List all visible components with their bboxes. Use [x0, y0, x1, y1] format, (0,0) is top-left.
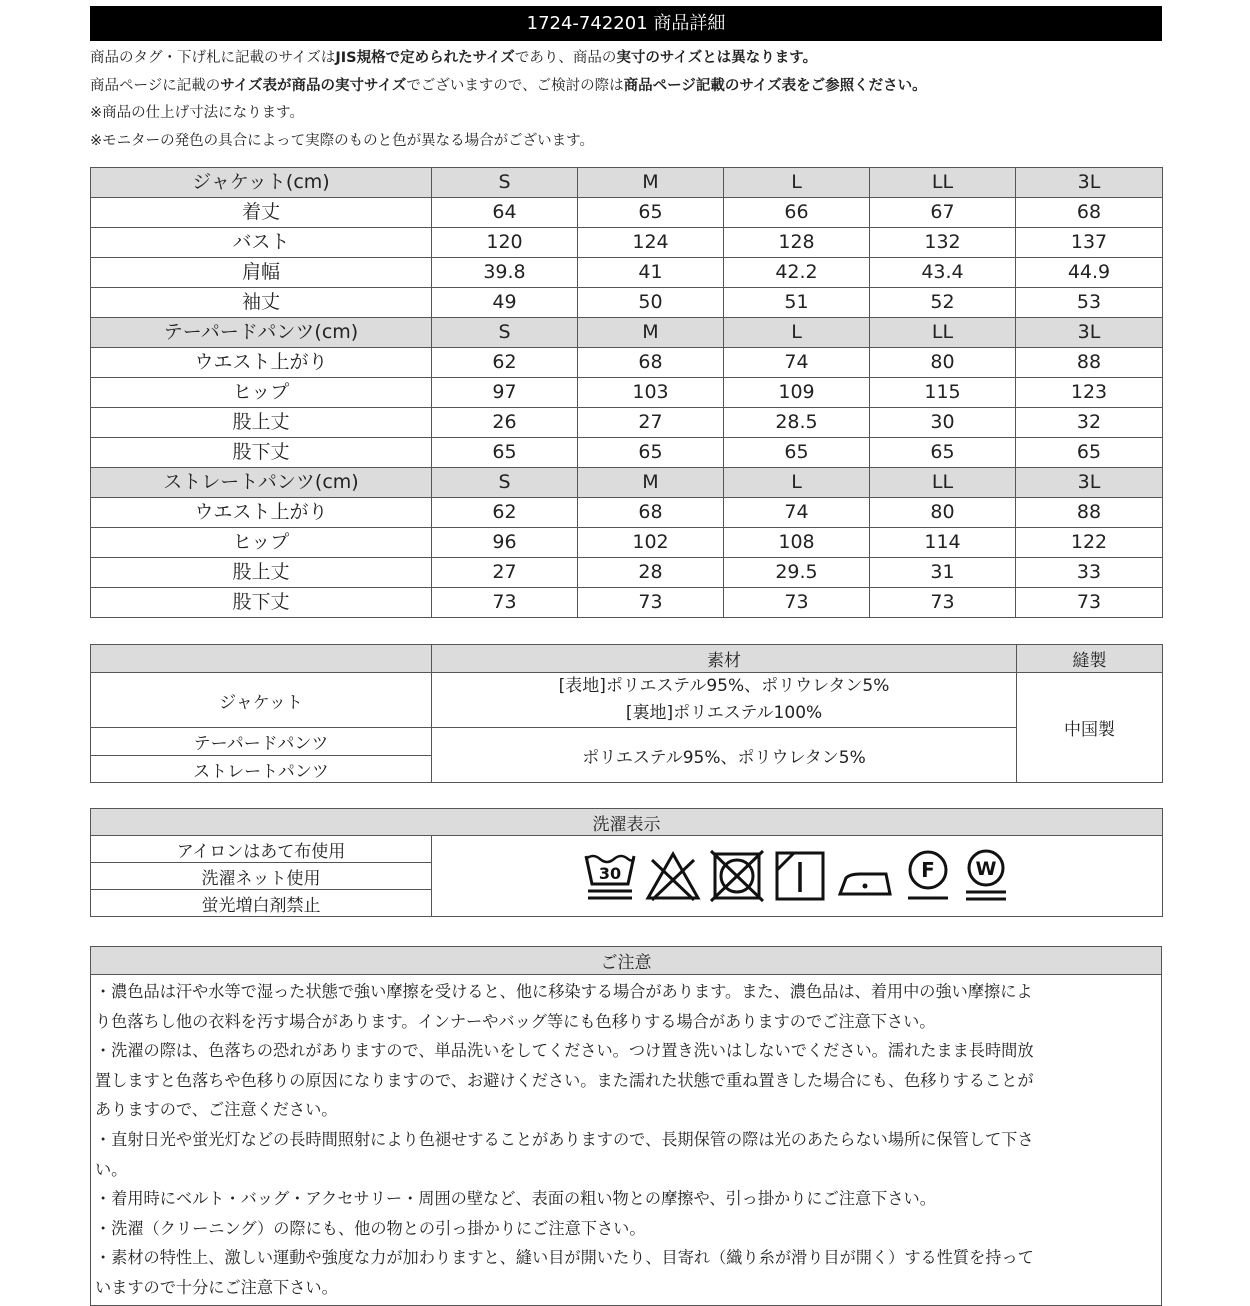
measurement-value: 31 — [870, 558, 1016, 588]
size-column-header: L — [724, 468, 870, 498]
caution-line: り色落ちし他の衣料を汚す場合があります。インナーやバッグ等にも色移りする場合がありますのでご注意下さい。 — [95, 1011, 936, 1031]
note-emphasis: JIS規格で定められたサイズ — [335, 50, 515, 66]
measurement-value: 132 — [870, 228, 1016, 258]
note-text: 商品のタグ・下げ札に記載のサイズは — [90, 50, 336, 66]
measurement-value: 109 — [724, 378, 870, 408]
size-column-header: 3L — [1016, 468, 1163, 498]
table-row — [91, 288, 1163, 318]
size-column-header: S — [432, 168, 578, 198]
note-line — [90, 100, 1162, 128]
made-in: 中国製 — [1017, 673, 1163, 783]
tapered-pants-label: テーパードパンツ — [91, 728, 432, 756]
measurement-value: 123 — [1016, 378, 1163, 408]
note-emphasis: 実寸のサイズとは異なります。 — [616, 50, 818, 66]
table-row — [91, 558, 1163, 588]
jacket-label: ジャケット — [91, 673, 432, 728]
note-line — [90, 45, 1162, 73]
product-detail-sheet — [90, 6, 1162, 1297]
measurement-value: 97 — [432, 378, 578, 408]
measurement-value: 27 — [578, 408, 724, 438]
measurement-value: 65 — [870, 438, 1016, 468]
table-row — [91, 258, 1163, 288]
measurement-value: 80 — [870, 348, 1016, 378]
measurement-label: ヒップ — [91, 378, 432, 408]
measurement-value: 28 — [578, 558, 724, 588]
measurement-value: 108 — [724, 528, 870, 558]
washing-item: 洗濯ネット使用 — [91, 863, 432, 890]
wash-temp-text: 30 — [598, 864, 622, 883]
size-column-header: M — [578, 468, 724, 498]
note-text: ※モニターの発色の具合によって実際のものと色が異なる場合がございます。 — [90, 132, 594, 149]
size-group-header: ジャケット(cm) — [91, 168, 432, 198]
measurement-value: 102 — [578, 528, 724, 558]
table-row — [91, 228, 1163, 258]
wet-clean-letter: W — [975, 858, 997, 880]
measurement-value: 62 — [432, 498, 578, 528]
caution-line: い。 — [95, 1159, 128, 1179]
washing-header: 洗濯表示 — [91, 809, 1163, 836]
iron-low-icon — [834, 848, 896, 904]
material-header: 素材 — [432, 645, 1017, 673]
caution-table — [90, 946, 1162, 1306]
measurement-label: 股上丈 — [91, 408, 432, 438]
measurement-value: 53 — [1016, 288, 1163, 318]
note-text: 商品ページに記載の — [90, 77, 221, 94]
measurement-value: 137 — [1016, 228, 1163, 258]
note-line — [90, 128, 1162, 156]
size-column-header: LL — [870, 318, 1016, 348]
no-bleach-icon — [644, 848, 702, 904]
table-row — [91, 378, 1163, 408]
measurement-value: 68 — [1016, 198, 1163, 228]
size-column-header: LL — [870, 168, 1016, 198]
measurement-value: 73 — [724, 588, 870, 618]
size-column-header: 3L — [1016, 168, 1163, 198]
measurement-label: ウエスト上がり — [91, 348, 432, 378]
size-column-header: 3L — [1016, 318, 1163, 348]
caution-line: ・着用時にベルト・バッグ・アクセサリー・周囲の壁など、表面の粗い物との摩擦や、引っ掛かりにご注意下さい。 — [95, 1189, 936, 1209]
measurement-value: 73 — [432, 588, 578, 618]
measurement-label: バスト — [91, 228, 432, 258]
measurement-value: 43.4 — [870, 258, 1016, 288]
measurement-value: 67 — [870, 198, 1016, 228]
measurement-label: 股下丈 — [91, 438, 432, 468]
measurement-value: 51 — [724, 288, 870, 318]
measurement-value: 39.8 — [432, 258, 578, 288]
measurement-value: 49 — [432, 288, 578, 318]
measurement-label: 股下丈 — [91, 588, 432, 618]
jacket-lining-material: [裏地]ポリエステル100% — [432, 699, 1017, 727]
measurement-value: 68 — [578, 498, 724, 528]
size-column-header: M — [578, 318, 724, 348]
measurement-value: 42.2 — [724, 258, 870, 288]
material-table — [90, 644, 1163, 783]
measurement-value: 128 — [724, 228, 870, 258]
measurement-value: 65 — [578, 438, 724, 468]
wash-30-gentle-icon — [582, 848, 638, 904]
measurement-value: 41 — [578, 258, 724, 288]
jacket-outer-material: [表地]ポリエステル95%、ポリウレタン5% — [432, 673, 1017, 700]
note-text: であり、商品の — [514, 50, 617, 66]
measurement-value: 65 — [1016, 438, 1163, 468]
caution-line: いますので十分にご注意下さい。 — [95, 1277, 338, 1297]
measurement-value: 64 — [432, 198, 578, 228]
note-emphasis: サイズ表が商品の実寸サイズ — [220, 77, 407, 94]
caution-header: ご注意 — [91, 947, 1162, 975]
size-column-header: L — [724, 168, 870, 198]
caution-line: ・濃色品は汗や水等で湿った状態で強い摩擦を受けると、他に移染する場合があります。また、濃色品は、着用中の強い摩擦によ — [95, 982, 1033, 1001]
line-dry-shade-icon — [772, 848, 828, 904]
caution-line: ありますので、ご注意ください。 — [95, 1100, 338, 1120]
size-column-header: L — [724, 318, 870, 348]
measurement-value: 50 — [578, 288, 724, 318]
measurement-value: 65 — [578, 198, 724, 228]
washing-table — [90, 808, 1163, 917]
measurement-label: 肩幅 — [91, 258, 432, 288]
measurement-value: 44.9 — [1016, 258, 1163, 288]
material-corner — [91, 645, 432, 673]
washing-item: アイロンはあて布使用 — [91, 836, 432, 863]
table-row — [91, 498, 1163, 528]
measurement-label: ウエスト上がり — [91, 498, 432, 528]
measurement-value: 66 — [724, 198, 870, 228]
measurement-value: 33 — [1016, 558, 1163, 588]
measurement-value: 62 — [432, 348, 578, 378]
measurement-value: 88 — [1016, 348, 1163, 378]
caution-body — [91, 975, 1162, 1306]
caution-line: 置しますと色落ちや色移りの原因になりますので、お避けください。また濡れた状態で重ね置きした場合にも、色移りすることが — [95, 1070, 1034, 1090]
size-notes — [90, 45, 1162, 155]
size-group-header: ストレートパンツ(cm) — [91, 468, 432, 498]
measurement-value: 30 — [870, 408, 1016, 438]
measurement-value: 28.5 — [724, 408, 870, 438]
measurement-value: 103 — [578, 378, 724, 408]
table-row — [91, 408, 1163, 438]
measurement-value: 68 — [578, 348, 724, 378]
measurement-value: 27 — [432, 558, 578, 588]
measurement-value: 73 — [578, 588, 724, 618]
caution-line: ・素材の特性上、激しい運動や強度な力が加わりますと、縫い目が開いたり、目寄れ（織り糸が滑り目が開く）する性質を持って — [95, 1248, 1034, 1268]
pants-material: ポリエステル95%、ポリウレタン5% — [432, 728, 1017, 783]
washing-symbols — [432, 836, 1163, 917]
table-row — [91, 198, 1163, 228]
measurement-label: 袖丈 — [91, 288, 432, 318]
measurement-value: 114 — [870, 528, 1016, 558]
measurement-value: 29.5 — [724, 558, 870, 588]
note-line — [90, 73, 1162, 101]
table-row — [91, 528, 1163, 558]
note-emphasis: 商品ページ記載のサイズ表をご参照ください。 — [623, 77, 927, 94]
measurement-value: 88 — [1016, 498, 1163, 528]
size-column-header: LL — [870, 468, 1016, 498]
measurement-value: 65 — [432, 438, 578, 468]
dry-clean-letter: F — [921, 858, 935, 882]
note-text: ※商品の仕上げ寸法になります。 — [90, 105, 304, 121]
size-column-header: S — [432, 468, 578, 498]
straight-pants-label: ストレートパンツ — [91, 756, 432, 783]
caution-line: ・洗濯（クリーニング）の際にも、他の物との引っ掛かりにご注意下さい。 — [95, 1218, 646, 1238]
measurement-value: 73 — [1016, 588, 1163, 618]
caution-line: ・直射日光や蛍光灯などの長時間照射により色褪せすることがありますので、長期保管の際は光のあたらない場所に保管して下さ — [95, 1129, 1034, 1149]
measurement-label: ヒップ — [91, 528, 432, 558]
measurement-value: 26 — [432, 408, 578, 438]
measurement-value: 73 — [870, 588, 1016, 618]
measurement-value: 74 — [724, 498, 870, 528]
page-title: 1724-742201 商品詳細 — [90, 6, 1162, 41]
table-row — [91, 438, 1163, 468]
sewing-header: 縫製 — [1017, 645, 1163, 673]
measurement-value: 74 — [724, 348, 870, 378]
measurement-value: 32 — [1016, 408, 1163, 438]
size-column-header: S — [432, 318, 578, 348]
measurement-value: 96 — [432, 528, 578, 558]
size-column-header: M — [578, 168, 724, 198]
wet-clean-w-icon — [960, 848, 1012, 904]
measurement-value: 124 — [578, 228, 724, 258]
measurement-value: 122 — [1016, 528, 1163, 558]
size-table — [90, 167, 1163, 618]
measurement-label: 着丈 — [91, 198, 432, 228]
measurement-value: 52 — [870, 288, 1016, 318]
measurement-label: 股上丈 — [91, 558, 432, 588]
table-row — [91, 348, 1163, 378]
size-group-header: テーパードパンツ(cm) — [91, 318, 432, 348]
no-tumble-dry-icon — [708, 848, 766, 904]
measurement-value: 80 — [870, 498, 1016, 528]
note-text: でございますので、ご検討の際は — [406, 77, 624, 94]
measurement-value: 120 — [432, 228, 578, 258]
dry-clean-f-icon — [902, 848, 954, 904]
measurement-value: 115 — [870, 378, 1016, 408]
caution-line: ・洗濯の際は、色落ちの恐れがありますので、単品洗いをしてください。つけ置き洗いはしないでください。濡れたまま長時間放 — [95, 1041, 1034, 1061]
measurement-value: 65 — [724, 438, 870, 468]
washing-item: 蛍光増白剤禁止 — [91, 890, 432, 917]
table-row — [91, 588, 1163, 618]
